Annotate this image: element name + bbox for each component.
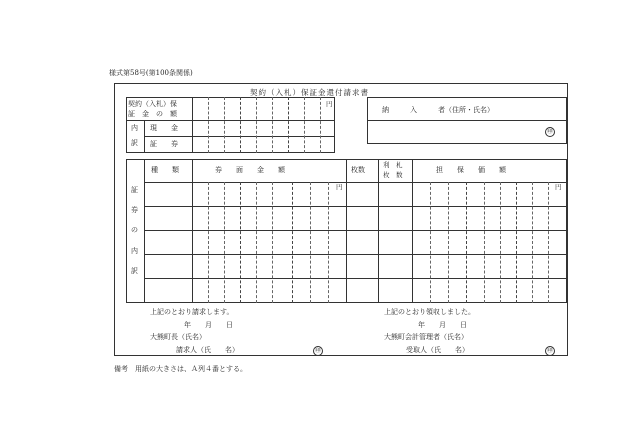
header-count: 枚数 <box>351 166 365 174</box>
header-collateral: 担 保 価 額 <box>436 166 506 174</box>
collateral-yen-unit: 円 <box>555 183 562 191</box>
face-value-yen-unit: 円 <box>336 183 343 191</box>
header-interest-coupons: 利 札 <box>383 161 403 169</box>
securities-side-label-1: 証 <box>131 186 138 194</box>
header-interest-coupons-line2: 枚 数 <box>383 171 403 179</box>
securities-label: 証 券 <box>150 140 178 148</box>
securities-side-label-3: の <box>131 226 138 234</box>
header-face-value: 券 面 金 額 <box>215 166 285 174</box>
request-statement: 上記のとおり請求します。 <box>150 308 234 316</box>
deposit-yen-unit: 円 <box>326 100 333 108</box>
receipt-statement: 上記のとおり領収しました。 <box>384 308 475 316</box>
deposit-amount-label: 契約（入札）保 <box>128 100 177 108</box>
claimant-seal-icon: ㊞ <box>314 347 321 354</box>
cash-label: 現 金 <box>150 124 178 132</box>
receipt-date: 年 月 日 <box>418 321 467 329</box>
securities-side-label-4: 内 <box>131 247 138 255</box>
payer-seal-icon: ㊞ <box>546 128 553 135</box>
request-addressee: 大熊町長（氏名） <box>150 333 206 341</box>
form-id: 様式第58号(第100条関係) <box>109 69 193 77</box>
receipt-official: 大熊町会計管理者（氏名） <box>384 333 468 341</box>
payer-label: 納 入 者（住所・氏名） <box>382 106 494 114</box>
request-date: 年 月 日 <box>184 321 233 329</box>
note: 備考 用紙の大きさは、Ａ列４番とする。 <box>114 365 247 373</box>
securities-side-label-2: 券 <box>131 206 138 214</box>
deposit-amount-label-line2: 証 金 の 額 <box>128 110 177 118</box>
request-claimant: 請求人（氏 名） <box>176 346 239 354</box>
form-title: 契約（入札）保証金還付請求書 <box>250 88 369 97</box>
securities-side-label-5: 訳 <box>131 267 138 275</box>
receiver-seal-icon: ㊞ <box>546 347 553 354</box>
breakdown-label: 内 <box>131 124 138 132</box>
header-kind: 種 類 <box>151 166 179 174</box>
receipt-receiver: 受取人（氏 名） <box>406 346 469 354</box>
breakdown-label-2: 訳 <box>131 139 138 147</box>
